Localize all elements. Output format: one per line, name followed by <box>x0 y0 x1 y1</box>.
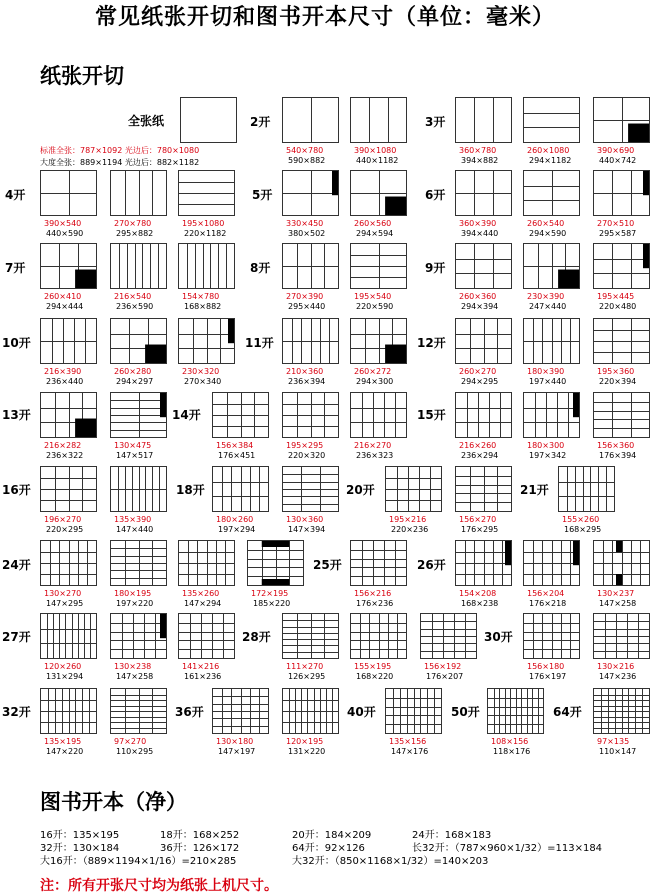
cut-diagram <box>593 170 650 216</box>
cut-diagram <box>282 688 339 734</box>
cut-diagram <box>350 170 407 216</box>
sheet-size: 295×440 <box>288 302 326 311</box>
trim-size: 156×192 <box>424 662 462 671</box>
group-label: 30开 <box>484 630 513 644</box>
cut-diagram <box>110 540 167 586</box>
group-label: 50开 <box>451 705 480 719</box>
trim-size: 130×238 <box>114 662 152 671</box>
waste-block <box>573 541 579 565</box>
sheet-size: 236×440 <box>46 377 84 386</box>
trim-size: 130×270 <box>44 589 82 598</box>
sheet-size: 147×197 <box>218 747 256 756</box>
waste-block <box>160 614 166 638</box>
trim-size: 260×410 <box>44 292 82 301</box>
sheet-size: 147×258 <box>116 672 154 681</box>
trim-size: 180×195 <box>114 589 152 598</box>
trim-size: 141×216 <box>182 662 220 671</box>
cut-diagram <box>523 392 580 438</box>
large-full-sheet: 大度全张：889×1194 光边后：882×1182 <box>40 158 200 167</box>
waste-block <box>75 270 96 288</box>
cut-diagram <box>350 243 407 289</box>
trim-size: 130×216 <box>597 662 635 671</box>
cut-diagram <box>350 392 407 438</box>
cut-diagram <box>523 613 580 659</box>
group-label: 64开 <box>553 705 582 719</box>
cut-diagram <box>593 97 650 143</box>
sheet-size: 131×294 <box>46 672 84 681</box>
cut-diagram <box>282 243 339 289</box>
sheet-size: 197×220 <box>116 599 154 608</box>
cut-diagram <box>282 392 339 438</box>
sheet-size: 168×882 <box>184 302 222 311</box>
sheet-size: 147×394 <box>288 525 326 534</box>
cut-diagram <box>40 392 97 438</box>
waste-block <box>145 345 166 363</box>
trim-size: 111×270 <box>286 662 324 671</box>
cut-diagram <box>455 466 512 512</box>
cut-diagram <box>40 170 97 216</box>
trim-size: 195×360 <box>597 367 635 376</box>
waste-block <box>332 171 338 195</box>
cut-diagram <box>385 466 442 512</box>
trim-size: 390×1080 <box>354 146 397 155</box>
cut-diagram <box>282 97 339 143</box>
group-label: 14开 <box>172 408 201 422</box>
sheet-size: 294×297 <box>116 377 154 386</box>
trim-size: 154×780 <box>182 292 220 301</box>
waste-block <box>262 541 290 547</box>
trim-size: 135×156 <box>389 737 427 746</box>
waste-block <box>643 244 649 268</box>
trim-size: 130×360 <box>286 515 324 524</box>
cut-diagram <box>455 318 512 364</box>
cut-diagram <box>110 392 167 438</box>
group-label: 10开 <box>2 336 31 350</box>
cut-diagram <box>455 392 512 438</box>
waste-block <box>160 393 166 417</box>
sheet-size: 176×207 <box>426 672 464 681</box>
full-sheet-label: 全张纸 <box>128 114 165 128</box>
sheet-size: 147×258 <box>599 599 637 608</box>
waste-block <box>628 124 649 142</box>
trim-size: 260×280 <box>114 367 152 376</box>
waste-block <box>262 579 290 585</box>
sheet-size: 147×440 <box>116 525 154 534</box>
cut-diagram <box>40 243 97 289</box>
cut-diagram <box>487 688 544 734</box>
cut-diagram <box>350 540 407 586</box>
waste-block <box>573 393 579 417</box>
cut-diagram <box>178 170 235 216</box>
sheet-size: 440×742 <box>599 156 637 165</box>
cut-diagram <box>455 243 512 289</box>
trim-size: 130×237 <box>597 589 635 598</box>
group-label: 21开 <box>520 483 549 497</box>
trim-size: 154×208 <box>459 589 497 598</box>
sheet-size: 270×340 <box>184 377 222 386</box>
cut-diagram <box>110 318 167 364</box>
sheet-size: 294×394 <box>461 302 499 311</box>
trim-size: 260×540 <box>527 219 565 228</box>
sheet-size: 590×882 <box>288 156 326 165</box>
sheet-size: 110×147 <box>599 747 637 756</box>
group-label: 16开 <box>2 483 31 497</box>
trim-size: 260×1080 <box>527 146 570 155</box>
cut-diagram <box>593 243 650 289</box>
sheet-size: 147×236 <box>599 672 637 681</box>
cut-diagram <box>455 540 512 586</box>
trim-size: 156×360 <box>597 441 635 450</box>
sheet-size: 440×1182 <box>356 156 399 165</box>
trim-size: 130×180 <box>216 737 254 746</box>
sheet-size: 394×440 <box>461 229 499 238</box>
waste-block <box>616 574 622 585</box>
sheet-size: 247×440 <box>529 302 567 311</box>
sheet-size: 236×323 <box>356 451 394 460</box>
group-label: 20开 <box>346 483 375 497</box>
cut-diagram <box>455 170 512 216</box>
cut-diagram <box>212 392 269 438</box>
waste-block <box>385 345 406 363</box>
sheet-size: 294×300 <box>356 377 394 386</box>
cut-diagram <box>110 613 167 659</box>
trim-size: 156×384 <box>216 441 254 450</box>
sheet-size: 168×220 <box>356 672 394 681</box>
trim-size: 180×390 <box>527 367 565 376</box>
cut-diagram <box>110 688 167 734</box>
cut-diagram <box>385 688 442 734</box>
cut-diagram <box>282 318 339 364</box>
trim-size: 216×260 <box>459 441 497 450</box>
sheet-size: 147×176 <box>391 747 429 756</box>
sheet-size: 147×295 <box>46 599 84 608</box>
sheet-size: 176×451 <box>218 451 256 460</box>
group-label: 3开 <box>425 115 446 129</box>
trim-size: 130×475 <box>114 441 152 450</box>
sheet-size: 380×502 <box>288 229 326 238</box>
trim-size: 108×156 <box>491 737 529 746</box>
waste-block <box>75 419 96 437</box>
book-32k: 32开：130×184 <box>40 843 120 854</box>
cut-diagram <box>593 688 650 734</box>
cut-diagram <box>523 243 580 289</box>
trim-size: 97×135 <box>597 737 630 746</box>
sheet-size: 176×394 <box>599 451 637 460</box>
trim-size: 360×390 <box>459 219 497 228</box>
cut-diagram <box>523 318 580 364</box>
cut-diagram <box>178 540 235 586</box>
sheet-size: 176×295 <box>461 525 499 534</box>
cut-diagram <box>40 466 97 512</box>
sheet-size: 131×220 <box>288 747 326 756</box>
trim-size: 260×360 <box>459 292 497 301</box>
cut-diagram <box>178 318 235 364</box>
cut-diagram <box>178 613 235 659</box>
trim-size: 195×216 <box>389 515 427 524</box>
trim-size: 330×450 <box>286 219 324 228</box>
trim-size: 195×295 <box>286 441 324 450</box>
sheet-size: 236×394 <box>288 377 326 386</box>
trim-size: 260×270 <box>459 367 497 376</box>
group-label: 32开 <box>2 705 31 719</box>
group-label: 13开 <box>2 408 31 422</box>
sheet-size: 294×295 <box>461 377 499 386</box>
group-label: 27开 <box>2 630 31 644</box>
cut-diagram <box>282 170 339 216</box>
trim-size: 155×195 <box>354 662 392 671</box>
sheet-size: 126×295 <box>288 672 326 681</box>
cut-diagram <box>282 466 339 512</box>
sheet-size: 147×220 <box>46 747 84 756</box>
cut-diagram <box>420 613 477 659</box>
trim-size: 195×445 <box>597 292 635 301</box>
trim-size: 230×320 <box>182 367 220 376</box>
group-label: 18开 <box>176 483 205 497</box>
trim-size: 180×260 <box>216 515 254 524</box>
cut-diagram <box>40 688 97 734</box>
full-sheet-diagram <box>180 97 237 143</box>
group-label: 26开 <box>417 558 446 572</box>
waste-block <box>228 319 234 343</box>
book-18k: 18开：168×252 <box>160 830 240 841</box>
trim-size: 260×272 <box>354 367 392 376</box>
cut-diagram <box>40 540 97 586</box>
sheet-size: 110×295 <box>116 747 154 756</box>
group-label: 11开 <box>245 336 274 350</box>
group-label: 36开 <box>175 705 204 719</box>
sheet-size: 220×394 <box>599 377 637 386</box>
cut-diagram <box>350 613 407 659</box>
group-label: 25开 <box>313 558 342 572</box>
trim-size: 390×540 <box>44 219 82 228</box>
sheet-size: 294×444 <box>46 302 84 311</box>
trim-size: 120×260 <box>44 662 82 671</box>
sheet-size: 176×218 <box>529 599 567 608</box>
book-16k: 16开：135×195 <box>40 830 120 841</box>
sheet-size: 197×440 <box>529 377 567 386</box>
group-label: 40开 <box>347 705 376 719</box>
trim-size: 260×560 <box>354 219 392 228</box>
book-20k: 20开：184×209 <box>292 830 372 841</box>
group-label: 7开 <box>5 261 26 275</box>
trim-size: 390×690 <box>597 146 635 155</box>
cut-diagram <box>178 243 235 289</box>
sheet-size: 168×295 <box>564 525 602 534</box>
trim-size: 540×780 <box>286 146 324 155</box>
book-large-32k: 大32开：（850×1168×1/32）=140×203 <box>292 856 489 867</box>
cut-diagram <box>523 170 580 216</box>
sheet-size: 220×295 <box>46 525 84 534</box>
cut-diagram <box>523 97 580 143</box>
trim-size: 135×195 <box>44 737 82 746</box>
footnote: 注：所有开张尺寸均为纸张上机尺寸。 <box>40 878 278 894</box>
sheet-size: 176×236 <box>356 599 394 608</box>
group-label: 6开 <box>425 188 446 202</box>
trim-size: 195×1080 <box>182 219 225 228</box>
sheet-size: 176×197 <box>529 672 567 681</box>
cut-diagram <box>558 466 615 512</box>
group-label: 28开 <box>242 630 271 644</box>
waste-block <box>505 541 511 565</box>
cut-diagram <box>350 97 407 143</box>
sheet-size: 236×590 <box>116 302 154 311</box>
cut-diagram <box>212 688 269 734</box>
trim-size: 156×180 <box>527 662 565 671</box>
trim-size: 270×780 <box>114 219 152 228</box>
group-label: 8开 <box>250 261 271 275</box>
trim-size: 135×390 <box>114 515 152 524</box>
group-label: 5开 <box>252 188 273 202</box>
cut-diagram <box>593 613 650 659</box>
group-label: 2开 <box>250 115 271 129</box>
sheet-size: 161×236 <box>184 672 222 681</box>
trim-size: 216×390 <box>44 367 82 376</box>
trim-size: 172×195 <box>251 589 289 598</box>
cut-diagram <box>40 318 97 364</box>
trim-size: 270×510 <box>597 219 635 228</box>
cut-diagram <box>593 540 650 586</box>
sheet-size: 236×294 <box>461 451 499 460</box>
book-long-32k: 长32开：（787×960×1/32）=113×184 <box>412 843 603 854</box>
book-24k: 24开：168×183 <box>412 830 492 841</box>
trim-size: 135×260 <box>182 589 220 598</box>
trim-size: 156×204 <box>527 589 565 598</box>
group-label: 12开 <box>417 336 446 350</box>
sheet-size: 147×517 <box>116 451 154 460</box>
cut-diagram <box>282 613 339 659</box>
sheet-size: 220×480 <box>599 302 637 311</box>
trim-size: 195×540 <box>354 292 392 301</box>
trim-size: 230×390 <box>527 292 565 301</box>
cut-diagram <box>212 466 269 512</box>
group-label: 4开 <box>5 188 26 202</box>
trim-size: 210×360 <box>286 367 324 376</box>
group-label: 24开 <box>2 558 31 572</box>
trim-size: 156×216 <box>354 589 392 598</box>
book-36k: 36开：126×172 <box>160 843 240 854</box>
sheet-size: 294×590 <box>529 229 567 238</box>
waste-block <box>558 270 579 288</box>
sheet-size: 295×882 <box>116 229 154 238</box>
trim-size: 216×282 <box>44 441 82 450</box>
sheet-size: 220×236 <box>391 525 429 534</box>
cut-diagram <box>350 318 407 364</box>
sheet-size: 440×590 <box>46 229 84 238</box>
waste-block <box>616 541 622 552</box>
group-label: 15开 <box>417 408 446 422</box>
sheet-size: 295×587 <box>599 229 637 238</box>
book-large-16k: 大16开：（889×1194×1/16）=210×285 <box>40 856 237 867</box>
section-paper-cutting: 纸张开切 <box>40 64 124 88</box>
trim-size: 196×270 <box>44 515 82 524</box>
sheet-size: 168×238 <box>461 599 499 608</box>
trim-size: 120×195 <box>286 737 324 746</box>
standard-full-sheet: 标准全张：787×1092 光边后：780×1080 <box>40 146 200 155</box>
sheet-size: 220×320 <box>288 451 326 460</box>
trim-size: 155×260 <box>562 515 600 524</box>
sheet-size: 294×594 <box>356 229 394 238</box>
section-book-formats: 图书开本（净） <box>40 790 187 814</box>
cut-diagram <box>110 466 167 512</box>
waste-block <box>385 197 406 215</box>
trim-size: 180×300 <box>527 441 565 450</box>
cut-diagram <box>593 392 650 438</box>
trim-size: 216×270 <box>354 441 392 450</box>
sheet-size: 147×294 <box>184 599 222 608</box>
cut-diagram <box>523 540 580 586</box>
waste-block <box>643 171 649 195</box>
sheet-size: 220×590 <box>356 302 394 311</box>
cut-diagram <box>40 613 97 659</box>
cut-diagram <box>455 97 512 143</box>
page-title: 常见纸张开切和图书开本尺寸（单位：毫米） <box>94 5 555 30</box>
cut-diagram <box>110 170 167 216</box>
trim-size: 270×390 <box>286 292 324 301</box>
trim-size: 216×540 <box>114 292 152 301</box>
sheet-size: 185×220 <box>253 599 291 608</box>
sheet-size: 118×176 <box>493 747 531 756</box>
trim-size: 97×270 <box>114 737 147 746</box>
cut-diagram <box>110 243 167 289</box>
sheet-size: 197×342 <box>529 451 567 460</box>
cut-diagram <box>593 318 650 364</box>
sheet-size: 197×294 <box>218 525 256 534</box>
group-label: 9开 <box>425 261 446 275</box>
sheet-size: 220×1182 <box>184 229 227 238</box>
sheet-size: 394×882 <box>461 156 499 165</box>
trim-size: 156×270 <box>459 515 497 524</box>
cut-diagram <box>247 540 304 586</box>
sheet-size: 294×1182 <box>529 156 572 165</box>
book-64k: 64开：92×126 <box>292 843 365 854</box>
trim-size: 360×780 <box>459 146 497 155</box>
sheet-size: 236×322 <box>46 451 84 460</box>
